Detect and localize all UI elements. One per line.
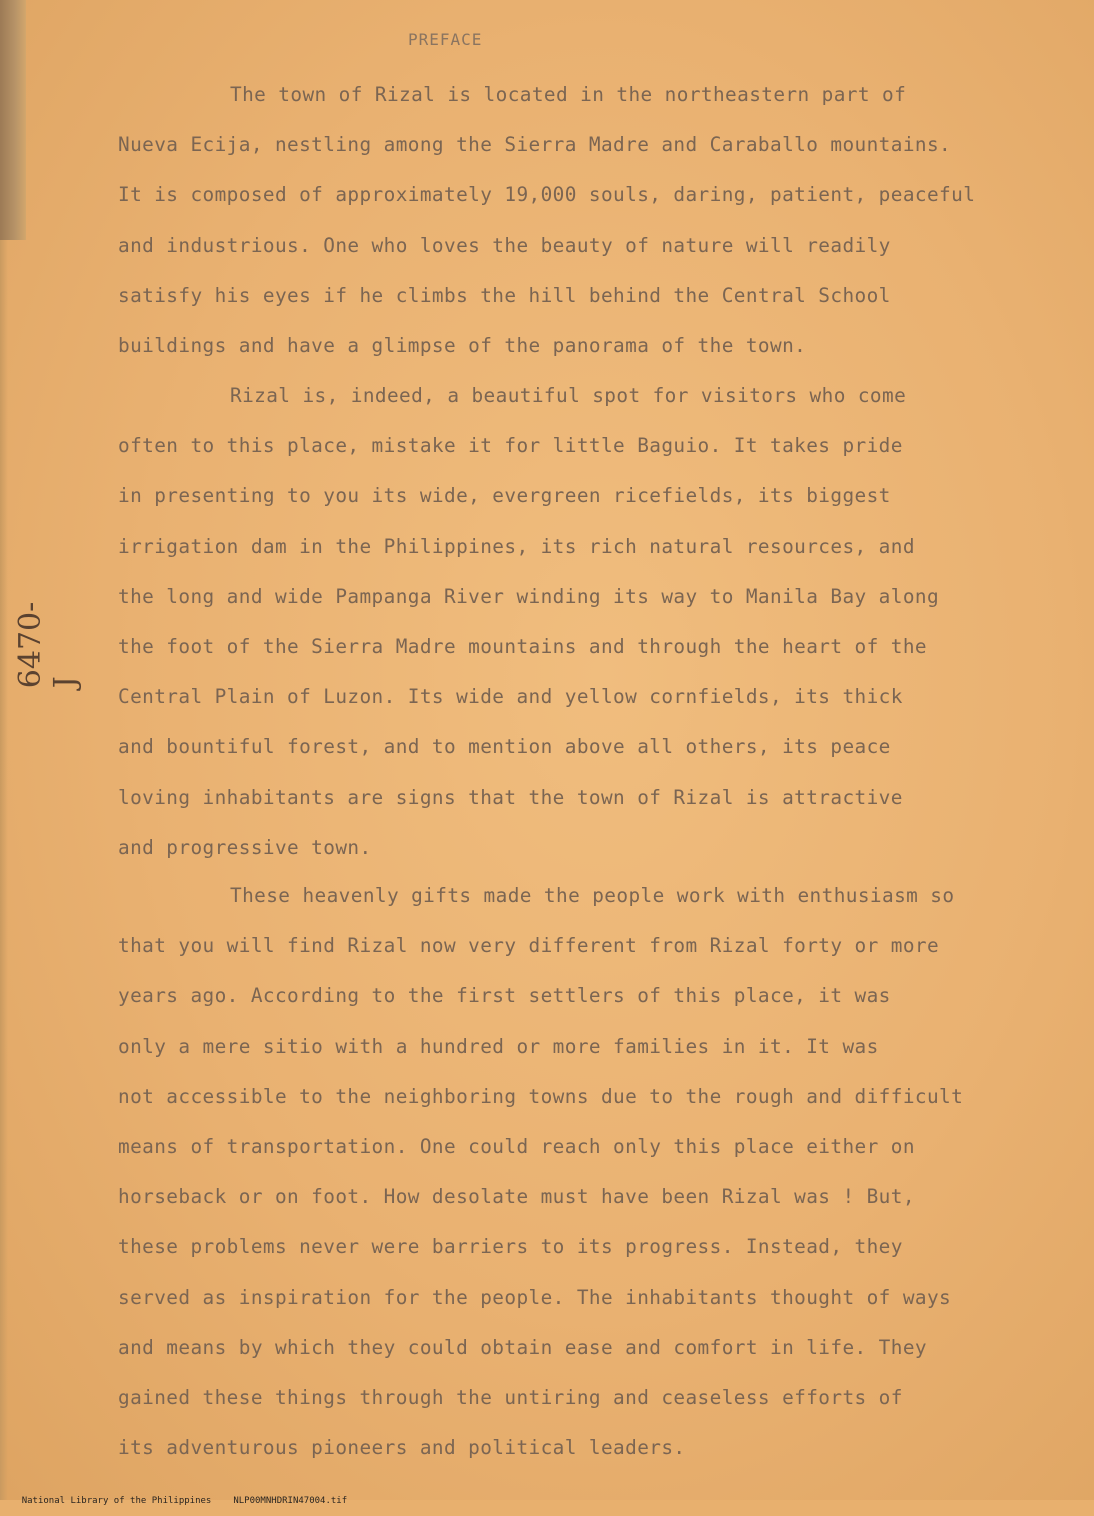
text-line: Central Plain of Luzon. Its wide and yellow cornfields, its thick [118, 685, 903, 709]
text-line: only a mere sitio with a hundred or more families in it. It was [118, 1034, 879, 1058]
scan-footer [0, 1486, 369, 1516]
text-line: It is composed of approximately 19,000 souls, daring, patient, peaceful [118, 183, 976, 207]
text-line: The town of Rizal is located in the northeastern part of [230, 83, 907, 106]
text-line: irrigation dam in the Philippines, its rich natural resources, and [118, 534, 915, 558]
text-line: and progressive town. [118, 835, 372, 859]
text-line: in presenting to you its wide, evergreen ricefields, its biggest [118, 484, 891, 508]
text-line: not accessible to the neighboring towns due to the rough and difficult [118, 1084, 964, 1108]
text-line: and bountiful forest, and to mention above all others, its peace [118, 735, 891, 759]
text-line: Rizal is, indeed, a beautiful spot for visitors who come [230, 384, 907, 407]
text-line: satisfy his eyes if he climbs the hill behind the Central School [118, 283, 891, 307]
text-line: horseback or on foot. How desolate must have been Rizal was ! But, [118, 1185, 915, 1209]
text-line: gained these things through the untiring and ceaseless efforts of [118, 1386, 903, 1409]
text-line: that you will find Rizal now very different from Rizal forty or more [118, 934, 940, 958]
text-line: Nueva Ecija, nestling among the Sierra Madre and Caraballo mountains. [118, 133, 952, 157]
text-line: the foot of the Sierra Madre mountains and through the heart of the [118, 635, 927, 658]
handwritten-margin-note: 6470-J [13, 601, 83, 689]
text-line: years ago. According to the first settlers of this place, it was [118, 984, 891, 1008]
page-edge-shadow [0, 240, 8, 1500]
text-line: These heavenly gifts made the people work with enthusiasm so [230, 884, 955, 907]
text-line: and industrious. One who loves the beauty of nature will readily [118, 233, 891, 257]
text-line: means of transportation. One could reach only this place either on [118, 1135, 915, 1158]
text-line: loving inhabitants are signs that the town of Rizal is attractive [118, 785, 903, 809]
text-line: served as inspiration for the people. The inhabitants thought of ways [118, 1285, 952, 1309]
text-line: the long and wide Pampanga River winding its way to Manila Bay along [118, 584, 940, 608]
binding-edge [0, 0, 26, 240]
text-line: its adventurous pioneers and political leaders. [118, 1436, 686, 1460]
text-line: and means by which they could obtain ease and comfort in life. They [118, 1335, 927, 1359]
footer-filename: NLP00MNHDRIN47004.tif [233, 1496, 348, 1506]
page-title: PREFACE [408, 30, 483, 49]
text-line: these problems never were barriers to its progress. Instead, they [118, 1235, 903, 1259]
footer-library: National Library of the Philippines [21, 1496, 212, 1506]
text-line: buildings and have a glimpse of the panorama of the town. [118, 334, 807, 357]
text-line: often to this place, mistake it for little Baguio. It takes pride [118, 434, 903, 458]
